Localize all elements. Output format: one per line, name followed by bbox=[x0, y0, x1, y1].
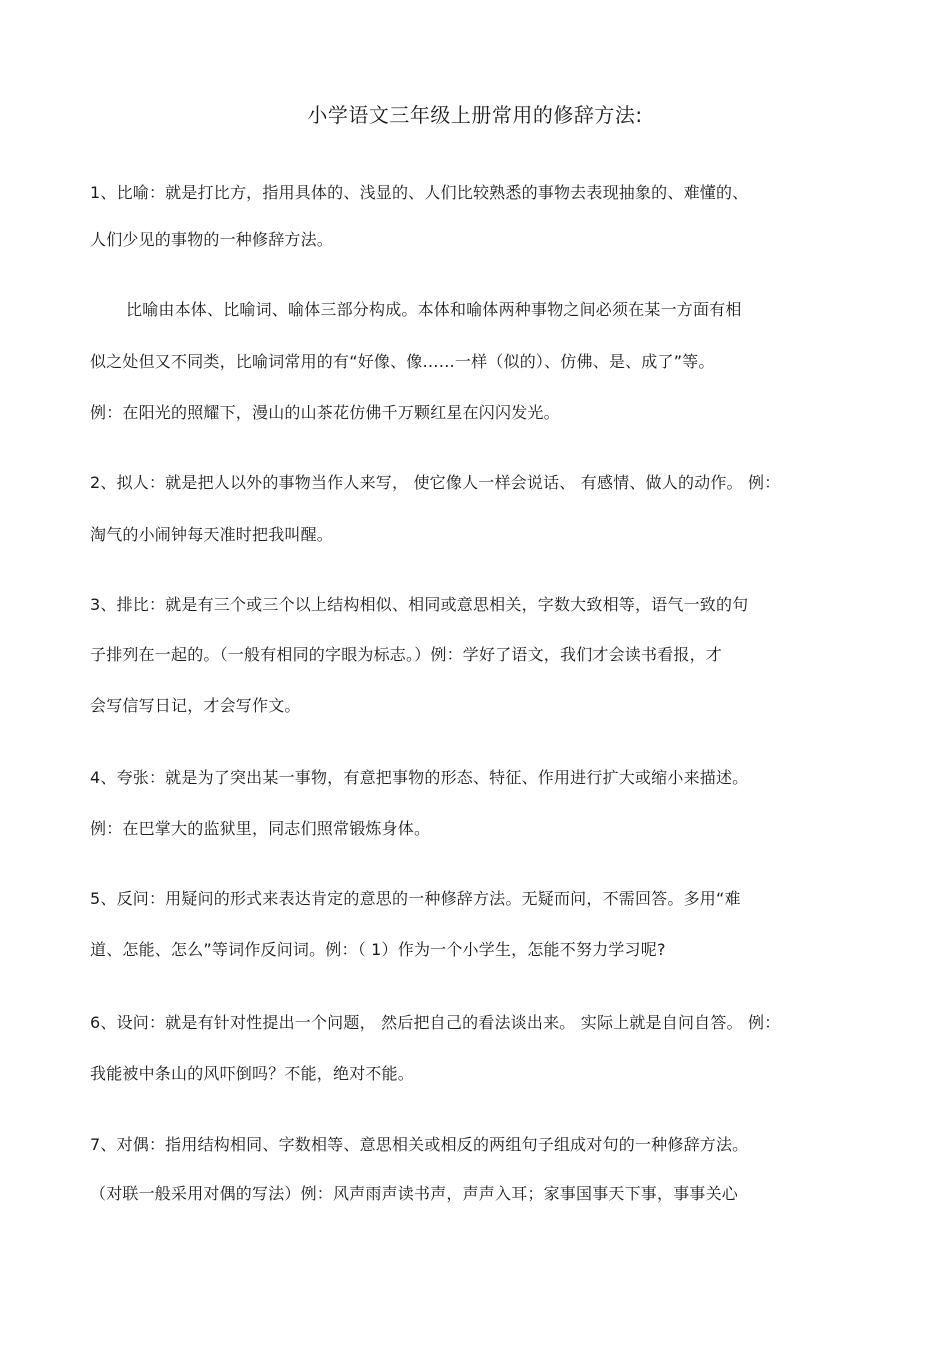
text-line: 3、排比：就是有三个或三个以上结构相似、相同或意思相关，字数大致相等，语气一致的句 bbox=[90, 595, 749, 614]
text-line: 2、拟人：就是把人以外的事物当作人来写， 使它像人一样会说话、 有感情、做人的动作。 例： bbox=[90, 473, 781, 492]
text-line: 5、反问：用疑问的形式来表达肯定的意思的一种修辞方法。无疑而问，不需回答。多用“难 bbox=[90, 889, 741, 908]
text-line: 似之处但又不同类，比喻词常用的有“好像、像……一样（似的）、仿佛、是、成了”等。 bbox=[90, 352, 715, 371]
text-line: 6、设问：就是有针对性提出一个问题， 然后把自己的看法谈出来。 实际上就是自问自答。 例： bbox=[90, 1013, 781, 1032]
text-line: 道、怎能、怎么”等词作反问词。例：（ 1）作为一个小学生，怎能不努力学习呢? bbox=[90, 940, 666, 959]
text-line: 子排列在一起的。（一般有相同的字眼为标志。）例：学好了语文，我们才会读书看报，才 bbox=[90, 645, 723, 664]
text-line: 会写信写日记，才会写作文。 bbox=[90, 696, 301, 715]
document-title: 小学语文三年级上册常用的修辞方法: bbox=[307, 103, 643, 127]
text-line: 例：在巴掌大的监狱里，同志们照常锻炼身体。 bbox=[90, 819, 431, 838]
text-line: （对联一般采用对偶的写法）例：风声雨声读书声，声声入耳；家事国事天下事，事事关心 bbox=[90, 1184, 739, 1203]
text-line: 4、夸张：就是为了突出某一事物，有意把事物的形态、特征、作用进行扩大或缩小来描述。 bbox=[90, 768, 749, 787]
text-line: 7、对偶：指用结构相同、字数相等、意思相关或相反的两组句子组成对句的一种修辞方法。 bbox=[90, 1135, 749, 1154]
text-line: 淘气的小闹钟每天准时把我叫醒。 bbox=[90, 525, 334, 544]
text-line: 我能被中条山的风吓倒吗？不能，绝对不能。 bbox=[90, 1064, 415, 1083]
text-line: 例：在阳光的照耀下，漫山的山茶花仿佛千万颗红星在闪闪发光。 bbox=[90, 403, 560, 422]
text-line: 1、比喻：就是打比方，指用具体的、浅显的、人们比较熟悉的事物去表现抽象的、难懂的、 bbox=[90, 183, 749, 202]
text-line: 人们少见的事物的一种修辞方法。 bbox=[90, 230, 334, 249]
text-line: 比喻由本体、比喻词、喻体三部分构成。本体和喻体两种事物之间必须在某一方面有相 bbox=[126, 300, 742, 319]
